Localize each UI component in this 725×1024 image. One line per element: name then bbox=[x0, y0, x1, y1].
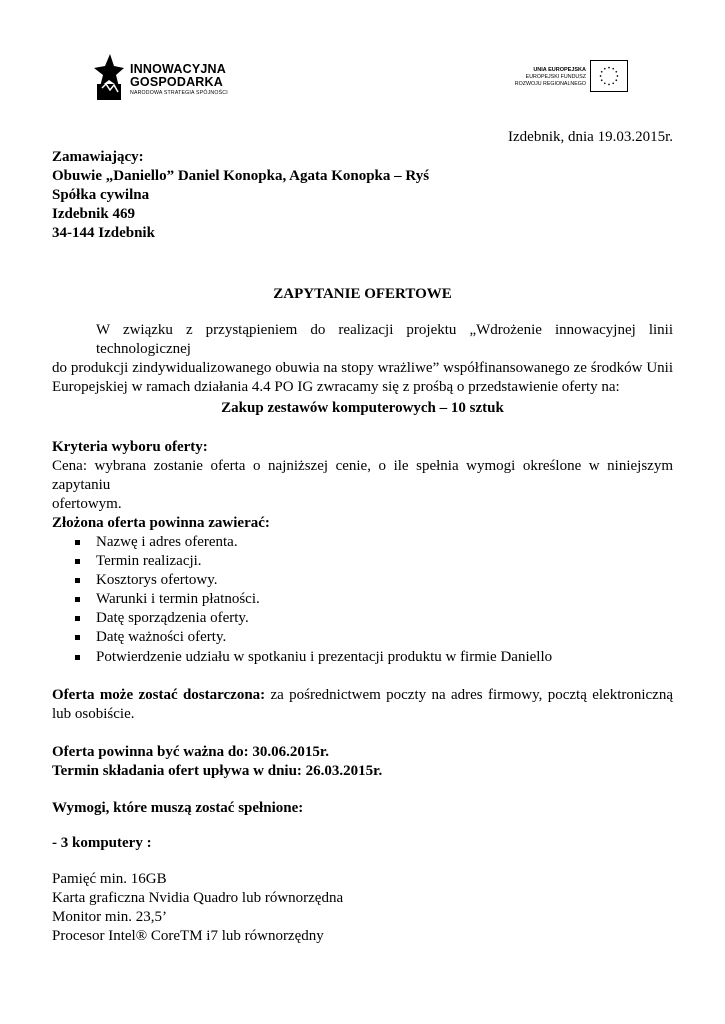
ig-star-icon bbox=[94, 54, 124, 100]
eu-star-icon bbox=[601, 79, 603, 81]
list-item-text: Nazwę i adres oferenta. bbox=[96, 534, 238, 550]
eu-star-icon bbox=[608, 67, 610, 69]
criteria-text bbox=[52, 457, 673, 514]
bullet-square-icon bbox=[75, 655, 80, 660]
intro-line2: do produkcji zindywidualizowanego obuwia na stopy wrażliwe” współfinansowanego ze środków Unii bbox=[52, 360, 673, 376]
eu-logo-line1: UNIA EUROPEJSKA bbox=[533, 67, 586, 73]
eu-star-icon bbox=[615, 79, 617, 81]
delivery-paragraph bbox=[52, 686, 673, 724]
intro-line3: Europejskiej w ramach działania 4.4 PO IG zwracamy się z prośbą o przedstawienie oferty na: bbox=[52, 379, 620, 395]
eu-logo-text bbox=[515, 67, 586, 88]
deadline-line: Termin składania ofert upływa w dniu: 26.03.2015r. bbox=[52, 763, 383, 779]
list-item-text: Datę ważności oferty. bbox=[96, 629, 227, 645]
bullet-square-icon bbox=[75, 635, 80, 640]
delivery-label: Oferta może zostać dostarczona: bbox=[52, 687, 266, 703]
orderer-address2: 34-144 Izdebnik bbox=[52, 225, 155, 241]
eu-star-icon bbox=[604, 82, 606, 84]
spec-item: Monitor min. 23,5’ bbox=[52, 909, 167, 925]
orderer-name: Obuwie „Daniello” Daniel Konopka, Agata Konopka – Ryś bbox=[52, 168, 430, 184]
innowacyjna-gospodarka-logo bbox=[94, 52, 254, 104]
spec-item: Karta graficzna Nvidia Quadro lub równorzędna bbox=[52, 890, 344, 906]
delivery-text1: za pośrednictwem poczty na adres firmowy, pocztą elektroniczną bbox=[265, 687, 673, 703]
intro-paragraph bbox=[52, 321, 673, 397]
eu-logo-line3: ROZWOJU REGIONALNEGO bbox=[514, 81, 586, 87]
date-line: Izdebnik, dnia 19.03.2015r. bbox=[508, 129, 673, 145]
eu-star-icon bbox=[604, 68, 606, 70]
requirements-label: Wymogi, które muszą zostać spełnione: bbox=[52, 800, 304, 816]
criteria-line2: ofertowym. bbox=[52, 496, 122, 512]
eu-star-icon bbox=[612, 68, 614, 70]
eu-logo-line2: EUROPEJSKI FUNDUSZ bbox=[525, 74, 586, 80]
spec-item: Procesor Intel® CoreTM i7 lub równorzędny bbox=[52, 928, 324, 944]
criteria-label: Kryteria wyboru oferty: bbox=[52, 439, 208, 455]
ig-logo-line3: NARODOWA STRATEGIA SPÓJNOŚCI bbox=[130, 90, 228, 96]
list-item-text: Potwierdzenie udziału w spotkaniu i prezentacji produktu w firmie Daniello bbox=[96, 649, 553, 665]
eu-logo bbox=[500, 60, 628, 94]
eu-flag-icon bbox=[590, 60, 628, 92]
list-item-text: Termin realizacji. bbox=[96, 553, 202, 569]
orderer-address1: Izdebnik 469 bbox=[52, 206, 135, 222]
bullet-square-icon bbox=[75, 559, 80, 564]
bullet-square-icon bbox=[75, 578, 80, 583]
list-item-text: Warunki i termin płatności. bbox=[96, 591, 260, 607]
eu-star-icon bbox=[601, 71, 603, 73]
delivery-line2: lub osobiście. bbox=[52, 706, 135, 722]
delivery-line1 bbox=[52, 686, 673, 705]
subject-line: Zakup zestawów komputerowych – 10 sztuk bbox=[221, 400, 504, 416]
ig-logo-line1: INNOWACYJNA bbox=[130, 62, 226, 76]
criteria-line1: Cena: wybrana zostanie oferta o najniższej cenie, o ile spełnia wymogi określone w niniejszym zapytaniu bbox=[52, 458, 673, 493]
bullet-square-icon bbox=[75, 597, 80, 602]
computers-label: - 3 komputery : bbox=[52, 835, 152, 851]
offer-contents-label: Złożona oferta powinna zawierać: bbox=[52, 515, 270, 531]
list-item-text: Kosztorys ofertowy. bbox=[96, 572, 218, 588]
list-item-text: Datę sporządzenia oferty. bbox=[96, 610, 249, 626]
validity-line: Oferta powinna być ważna do: 30.06.2015r. bbox=[52, 744, 329, 760]
bullet-square-icon bbox=[75, 540, 80, 545]
document-title: ZAPYTANIE OFERTOWE bbox=[273, 286, 452, 302]
ig-logo-line2: GOSPODARKA bbox=[130, 75, 223, 89]
eu-star-icon bbox=[617, 75, 619, 77]
orderer-label: Zamawiający: bbox=[52, 149, 144, 165]
intro-line1: W związku z przystąpieniem do realizacji projektu „Wdrożenie innowacyjnej linii technologicznej bbox=[96, 322, 673, 357]
bullet-square-icon bbox=[75, 616, 80, 621]
eu-star-icon bbox=[612, 82, 614, 84]
eu-star-icon bbox=[615, 71, 617, 73]
spec-item: Pamięć min. 16GB bbox=[52, 871, 167, 887]
eu-star-icon bbox=[608, 84, 610, 86]
eu-star-icon bbox=[600, 75, 602, 77]
orderer-type: Spółka cywilna bbox=[52, 187, 150, 203]
